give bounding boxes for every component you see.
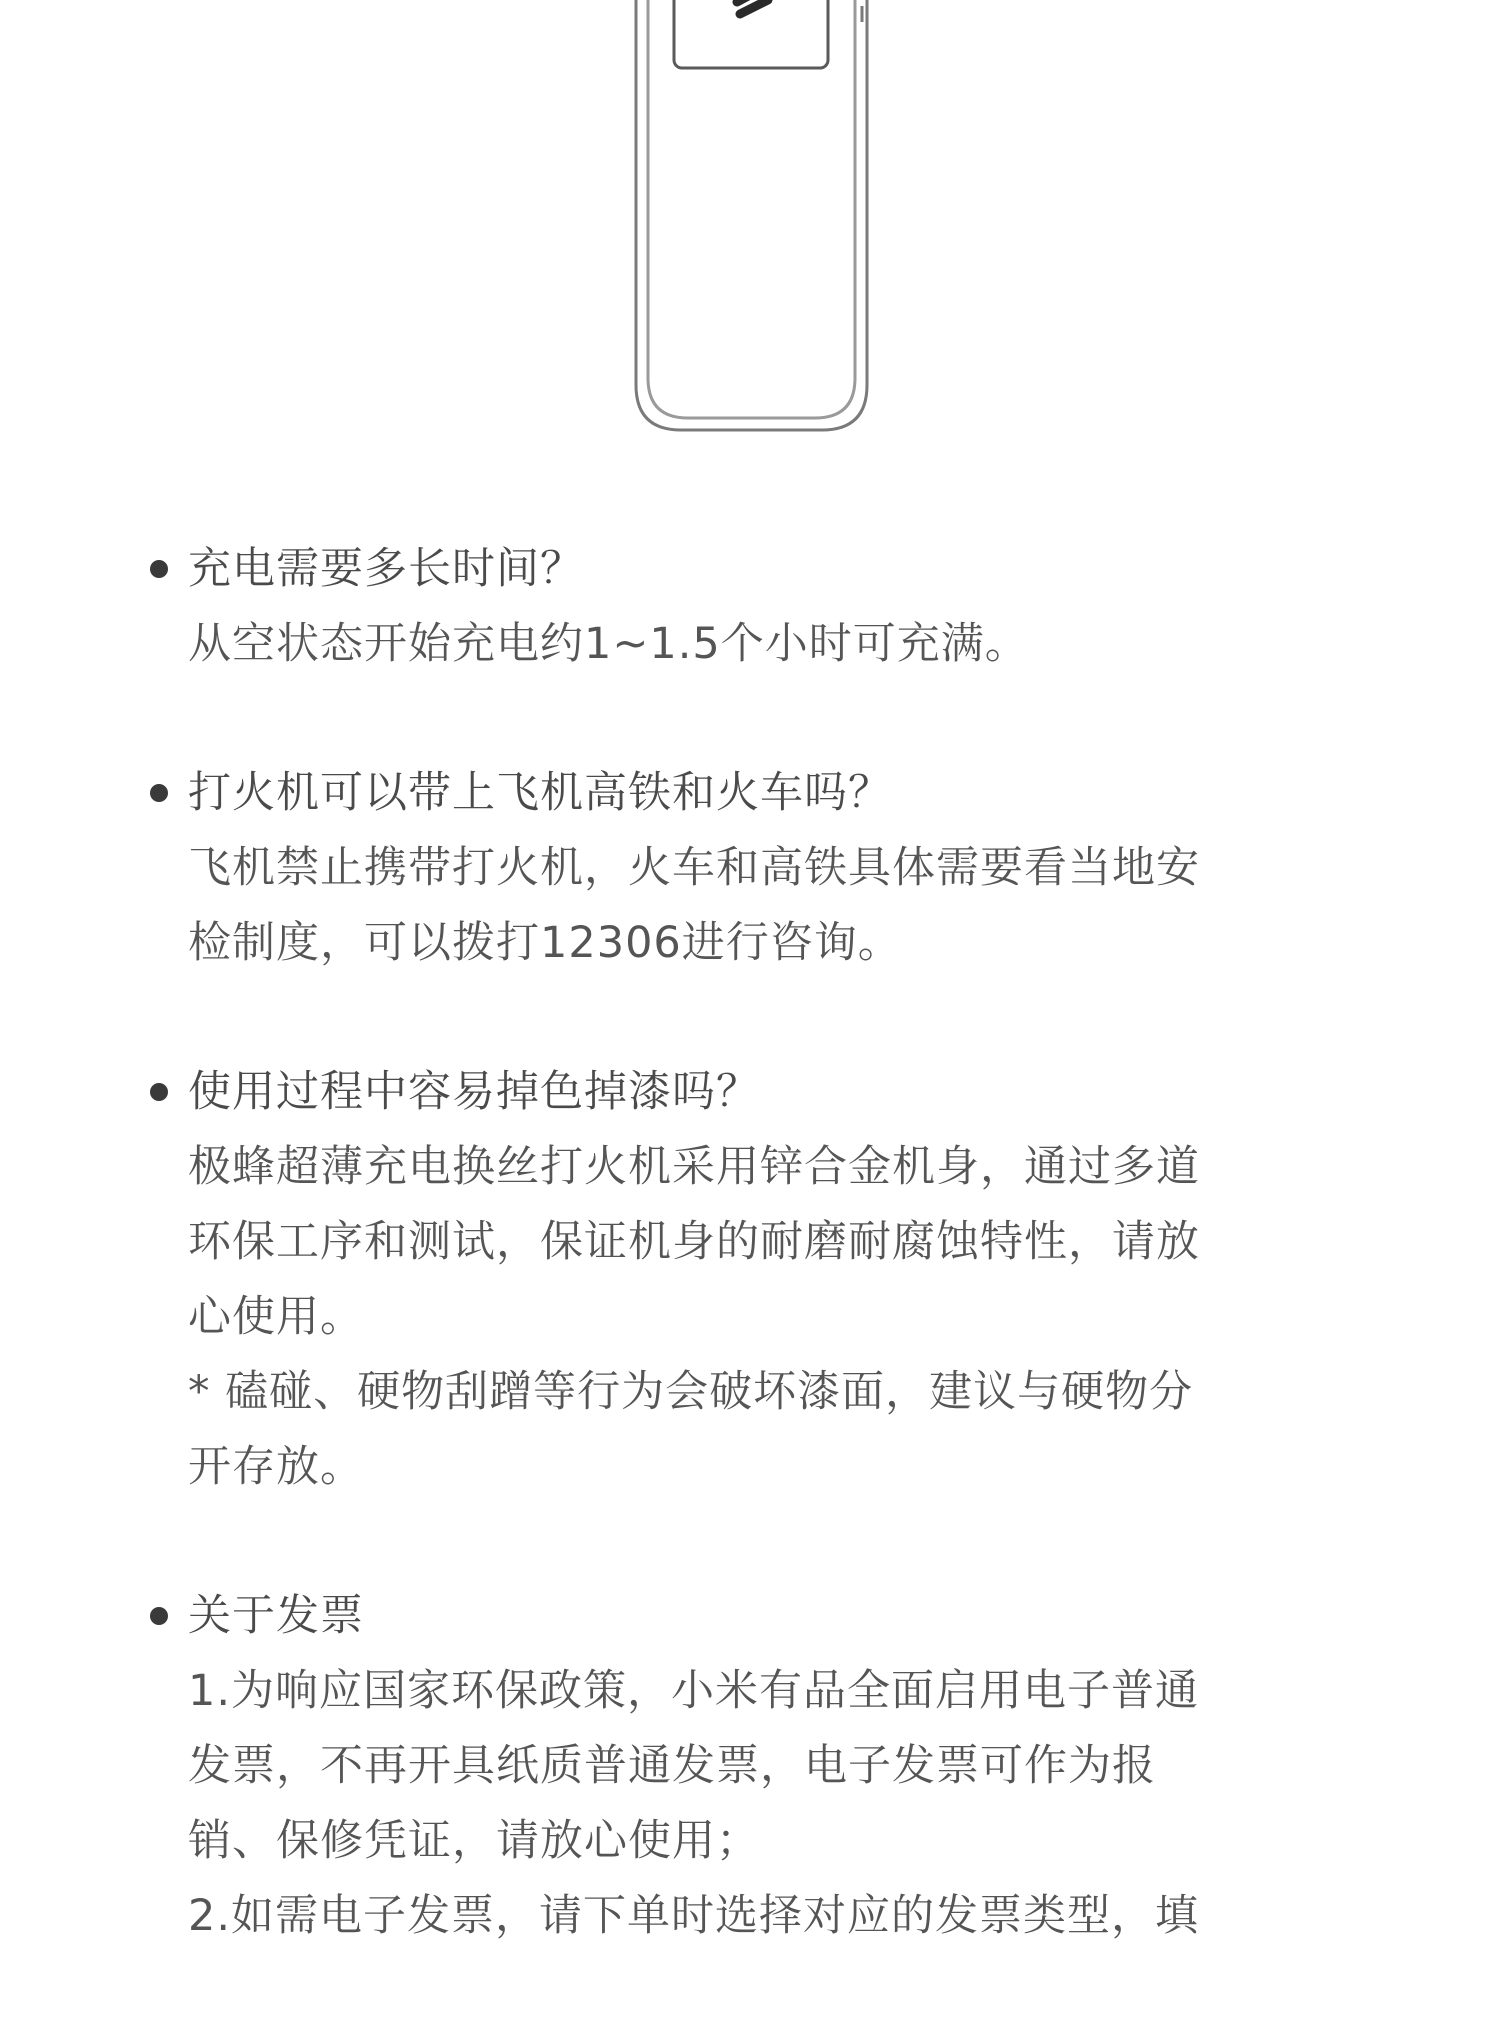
bullet-icon bbox=[150, 1083, 168, 1101]
faq-note: * 磕碰、硬物刮蹭等行为会破坏漆面，建议与硬物分 开存放。 bbox=[188, 1367, 1194, 1492]
faq-question: 打火机可以带上飞机高铁和火车吗？ bbox=[188, 768, 892, 818]
faq-list bbox=[148, 532, 1348, 2028]
faq-question: 关于发票 bbox=[188, 1591, 364, 1641]
brand-mark-icon bbox=[737, 0, 768, 14]
bullet-icon bbox=[150, 784, 168, 802]
faq-question: 使用过程中容易掉色掉漆吗？ bbox=[188, 1067, 760, 1117]
bullet-icon bbox=[150, 1607, 168, 1625]
bullet-icon bbox=[150, 560, 168, 578]
faq-item bbox=[148, 532, 1348, 682]
lighter-outline-illustration bbox=[0, 0, 1500, 440]
lighter-body-inner bbox=[648, 0, 855, 418]
faq-question: 充电需要多长时间？ bbox=[188, 544, 584, 594]
faq-answer: 极蜂超薄充电换丝打火机采用锌合金机身，通过多道 环保工序和测试，保证机身的耐磨耐腐蚀特性，请放 心使用。 bbox=[188, 1142, 1200, 1342]
faq-item bbox=[148, 756, 1348, 981]
faq-answer: 从空状态开始充电约1~1.5个小时可充满。 bbox=[188, 619, 1029, 669]
faq-item bbox=[148, 1055, 1348, 1505]
lighter-body-outer bbox=[636, 0, 867, 430]
faq-answer: 2.如需电子发票，请下单时选择对应的发票类型，填 bbox=[188, 1891, 1200, 1941]
faq-item bbox=[148, 1579, 1348, 1954]
faq-answer: 飞机禁止携带打火机，火车和高铁具体需要看当地安 检制度，可以拨打12306进行咨询。 bbox=[188, 843, 1200, 968]
faq-answer: 1.为响应国家环保政策，小米有品全面启用电子普通 发票，不再开具纸质普通发票，电子发票可作为报 销、保修凭证，请放心使用； bbox=[188, 1666, 1200, 1866]
